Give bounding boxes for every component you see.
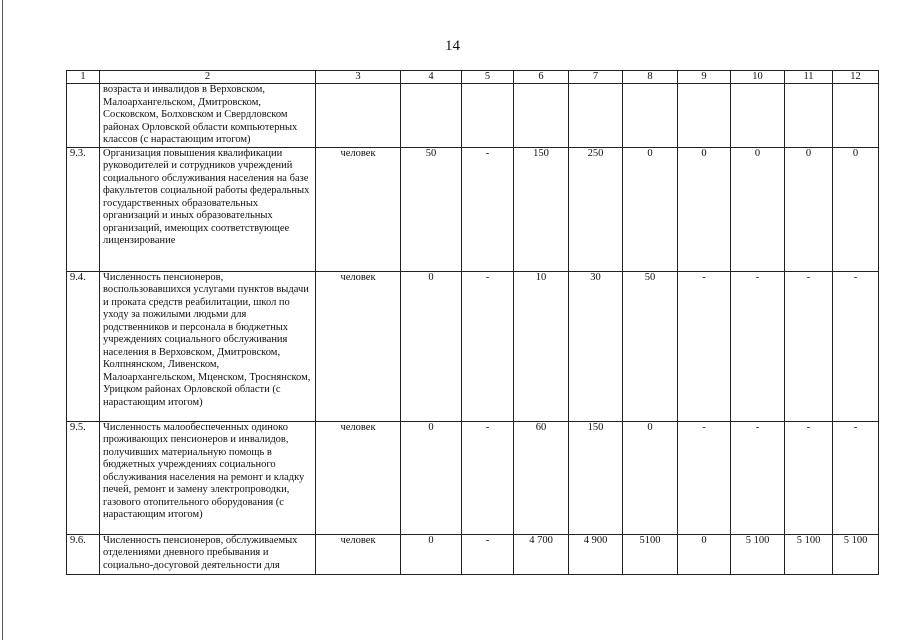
value-cell: - [833,271,879,421]
header-cell: 2 [100,71,316,84]
row-unit: человек [316,421,401,534]
value-cell: - [462,534,514,574]
header-row [67,71,879,84]
value-cell: 0 [401,534,462,574]
value-cell: 0 [731,147,785,271]
value-cell: 50 [401,147,462,271]
value-cell: - [462,421,514,534]
value-cell: - [678,271,731,421]
header-cell: 5 [462,71,514,84]
value-cell: - [731,271,785,421]
value-cell: 150 [569,421,623,534]
row-unit: человек [316,271,401,421]
table-row [67,421,879,534]
value-cell: - [462,271,514,421]
header-cell: 9 [678,71,731,84]
row-description: Численность малообеспеченных одиноко проживающих пенсионеров и инвалидов, получивших материальную помощь в бюджетных учреждениях социального обслуживания населения на ремонт и кладку печей, ремонт и замену электропроводки, газового отопительного оборудования (с нарастающим итогом) [100,421,316,534]
value-cell: 0 [401,421,462,534]
value-cell [785,84,833,148]
header-cell: 8 [623,71,678,84]
page-edge-line [2,0,3,640]
header-cell: 11 [785,71,833,84]
row-description: Численность пенсионеров, воспользовавшихся услугами пунктов выдачи и проката средств реабилитации, школ по уходу за пожилыми людьми для родственников и персонала в бюджетных учреждениях социального обслуживания населения в Верховском, Дмитровском, Колпнянском, Ливенском, Малоархангельском, Мценском, Троснянском, Урицком районах Орловской области (с нарастающим итогом) [100,271,316,421]
value-cell: 60 [514,421,569,534]
value-cell: - [731,421,785,534]
value-cell [731,84,785,148]
page-number: 14 [445,38,460,54]
value-cell: 0 [678,147,731,271]
header-cell: 3 [316,71,401,84]
value-cell: - [678,421,731,534]
header-cell: 1 [67,71,100,84]
table-row [67,147,879,271]
value-cell: 30 [569,271,623,421]
value-cell [678,84,731,148]
row-unit: человек [316,147,401,271]
table-row [67,534,879,574]
table-row [67,271,879,421]
header-cell: 12 [833,71,879,84]
value-cell: 5100 [623,534,678,574]
value-cell [401,84,462,148]
value-cell: 0 [623,421,678,534]
value-cell: 0 [678,534,731,574]
value-cell: 5 100 [731,534,785,574]
header-cell: 10 [731,71,785,84]
row-description: Организация повышения квалификации руководителей и сотрудников учреждений социального обслуживания населения на базе факультетов социальной работы федеральных государственных образовательных организаций и иных образовательных организаций, имеющих соответствующее лицензирование [100,147,316,271]
header-cell: 6 [514,71,569,84]
value-cell: 0 [785,147,833,271]
value-cell: 4 900 [569,534,623,574]
row-number: 9.6. [67,534,100,574]
value-cell: - [785,271,833,421]
row-number: 9.3. [67,147,100,271]
row-unit [316,84,401,148]
value-cell [833,84,879,148]
value-cell: - [833,421,879,534]
data-table [66,70,879,575]
header-cell: 4 [401,71,462,84]
value-cell: 5 100 [785,534,833,574]
value-cell: 250 [569,147,623,271]
value-cell: - [462,147,514,271]
row-number: 9.5. [67,421,100,534]
table-row [67,84,879,148]
value-cell [623,84,678,148]
row-description: Численность пенсионеров, обслуживаемых отделениями дневного пребывания и социально-досуговой деятельности для [100,534,316,574]
value-cell [462,84,514,148]
value-cell: 0 [833,147,879,271]
value-cell: 4 700 [514,534,569,574]
value-cell: 5 100 [833,534,879,574]
value-cell: 50 [623,271,678,421]
value-cell: 150 [514,147,569,271]
value-cell [569,84,623,148]
row-number [67,84,100,148]
value-cell [514,84,569,148]
value-cell: 0 [623,147,678,271]
row-number: 9.4. [67,271,100,421]
value-cell: - [785,421,833,534]
value-cell: 10 [514,271,569,421]
row-unit: человек [316,534,401,574]
row-description: возраста и инвалидов в Верховском, Малоархангельском, Дмитровском, Сосковском, Болховском и Свердловском районах Орловской области компьютерных классов (с нарастающим итогом) [100,84,316,148]
value-cell: 0 [401,271,462,421]
header-cell: 7 [569,71,623,84]
